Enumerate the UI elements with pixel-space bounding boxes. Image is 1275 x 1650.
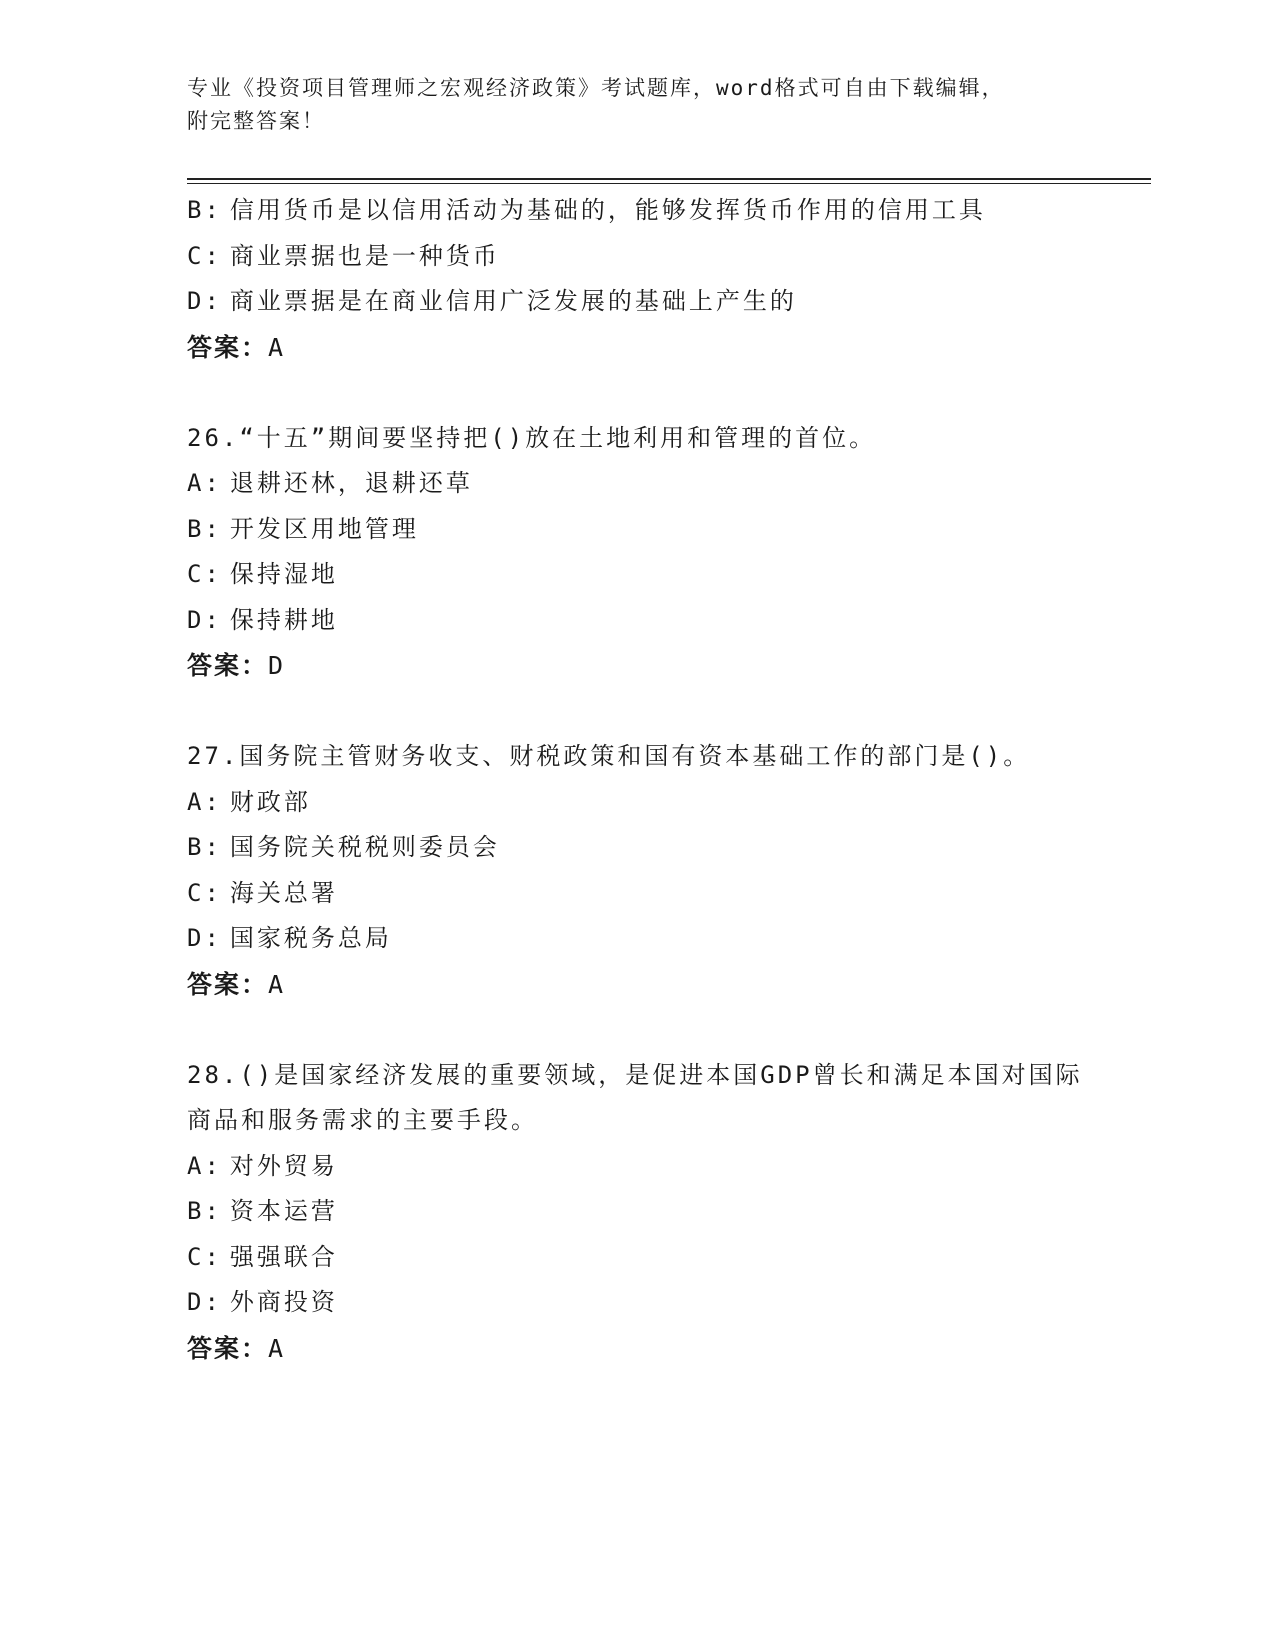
option-letter: B:: [187, 196, 222, 224]
answer-value: A: [268, 332, 286, 362]
question-content: [187, 188, 1107, 1371]
question-stem: 26.“十五”期间要坚持把()放在土地利用和管理的首位。: [187, 423, 877, 452]
option-a: [187, 780, 1107, 826]
answer-label: 答案：: [187, 969, 269, 999]
option-letter: C:: [187, 1242, 222, 1271]
option-c: [187, 552, 1107, 598]
answer-label: 答案：: [187, 332, 269, 362]
question-stem: 27.国务院主管财务收支、财税政策和国有资本基础工作的部门是()。: [187, 742, 1031, 770]
option-text: 国家税务总局: [229, 924, 392, 952]
option-a: [187, 1144, 1107, 1190]
answer-label: 答案：: [187, 1333, 269, 1363]
header-line-1: 专业《投资项目管理师之宏观经济政策》考试题库，word格式可自由下载编辑，: [187, 76, 1005, 100]
option-text: 资本运营: [229, 1197, 338, 1225]
header-divider-thick: [187, 178, 1151, 180]
spacer: [187, 689, 1107, 735]
answer-line: [187, 325, 1107, 371]
option-letter: B:: [187, 1197, 222, 1225]
option-d: [187, 598, 1107, 644]
option-letter: B:: [187, 833, 222, 861]
option-b: [187, 1189, 1107, 1235]
question-26: [187, 416, 1107, 689]
option-letter: A:: [187, 469, 222, 497]
document-header: [187, 72, 1067, 138]
spacer: [187, 370, 1107, 416]
continued-question: [187, 188, 1107, 370]
question-stem: 28.()是国家经济发展的重要领域，是促进本国GDP曾长和满足本国对国际商品和服务需求的主要手段。: [187, 1060, 1083, 1134]
option-d: [187, 279, 1107, 325]
option-b: [187, 188, 1107, 234]
option-text: 财政部: [229, 787, 311, 816]
option-text: 国务院关税税则委员会: [229, 833, 500, 861]
option-text: 对外贸易: [229, 1151, 338, 1180]
option-letter: A:: [187, 787, 222, 816]
question-27: [187, 734, 1107, 1007]
option-letter: D:: [187, 1288, 222, 1316]
header-line-2: 附完整答案！: [187, 109, 325, 133]
option-text: 强强联合: [229, 1242, 338, 1271]
option-b: [187, 507, 1107, 553]
option-c: [187, 1235, 1107, 1281]
option-letter: D:: [187, 287, 222, 315]
option-text: 退耕还林，退耕还草: [229, 469, 473, 497]
option-d: [187, 916, 1107, 962]
option-text: 信用货币是以信用活动为基础的，能够发挥货币作用的信用工具: [229, 196, 986, 224]
question-28: [187, 1053, 1107, 1372]
option-letter: C:: [187, 560, 222, 588]
option-text: 商业票据也是一种货币: [229, 241, 500, 270]
option-d: [187, 1280, 1107, 1326]
answer-label: 答案：: [187, 651, 269, 680]
option-text: 外商投资: [229, 1288, 338, 1316]
option-letter: D:: [187, 924, 222, 952]
option-c: [187, 871, 1107, 917]
header-divider-thin: [187, 183, 1151, 184]
option-letter: C:: [187, 878, 222, 907]
option-text: 开发区用地管理: [229, 514, 419, 543]
answer-line: [187, 643, 1107, 689]
answer-value: A: [268, 1333, 286, 1363]
answer-value: A: [268, 969, 286, 999]
spacer: [187, 1007, 1107, 1053]
option-letter: B:: [187, 514, 222, 543]
option-a: [187, 461, 1107, 507]
answer-line: [187, 1326, 1107, 1372]
option-letter: C:: [187, 241, 222, 270]
option-c: [187, 234, 1107, 280]
option-text: 保持湿地: [229, 560, 338, 588]
answer-value: D: [268, 651, 286, 680]
option-b: [187, 825, 1107, 871]
option-letter: A:: [187, 1151, 222, 1180]
option-text: 海关总署: [229, 878, 338, 907]
answer-line: [187, 962, 1107, 1008]
option-text: 保持耕地: [229, 605, 338, 634]
option-text: 商业票据是在商业信用广泛发展的基础上产生的: [229, 287, 797, 315]
option-letter: D:: [187, 605, 222, 634]
